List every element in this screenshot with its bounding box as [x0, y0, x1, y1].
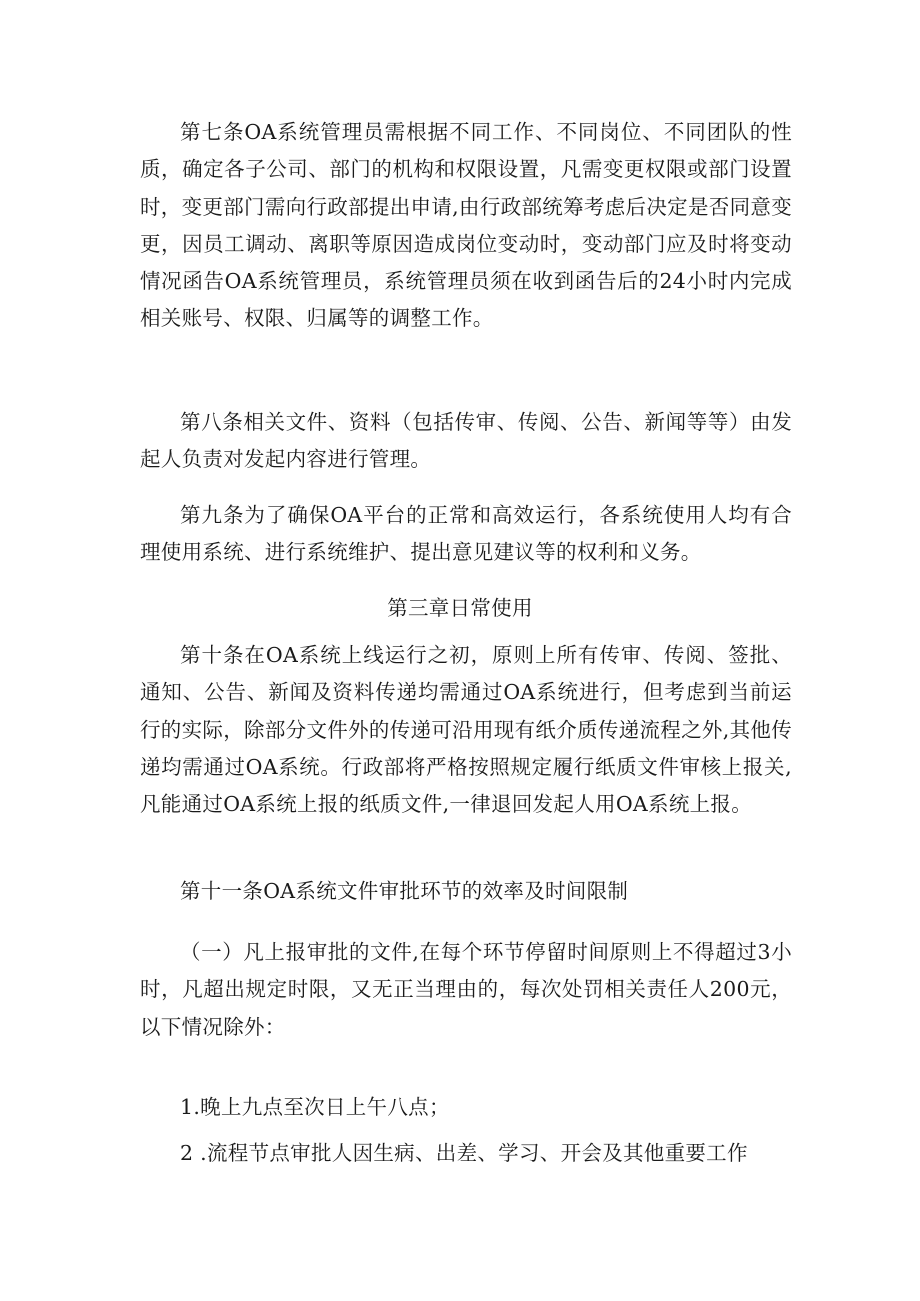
article-9-paragraph: 第九条为了确保OA平台的正常和高效运行，各系统使用人均有合理使用系统、进行系统维护、提出意见建议等的权利和义务。 [140, 503, 792, 565]
clause-1-paragraph: （一）凡上报审批的文件,在每个环节停留时间原则上不得超过3小时，凡超出规定时限，又无正当理由的，每次处罚相关责任人200元，以下情况除外： [140, 940, 792, 1039]
list-item-1: 1.晚上九点至次日上午八点； [180, 1095, 450, 1119]
article-7-paragraph: 第七条OA系统管理员需根据不同工作、不同岗位、不同团队的性质，确定各子公司、部门的机构和权限设置，凡需变更权限或部门设置时，变更部门需向行政部提出申请,由行政部统筹考虑后决定是否同意变更，因员工调动、离职等原因造成岗位变动时，变动部门应及时将变动情况函告OA系统管理员，系统管理员须在收到函告后的24小时内完成相关账号、权限、归属等的调整工作。 [140, 120, 792, 331]
article-8-paragraph: 第八条相关文件、资料（包括传审、传阅、公告、新闻等等）由发起人负责对发起内容进行管理。 [140, 410, 792, 472]
article-10-paragraph: 第十条在OA系统上线运行之初，原则上所有传审、传阅、签批、通知、公告、新闻及资料传递均需通过OA系统进行，但考虑到当前运行的实际，除部分文件外的传递可沿用现有纸介质传递流程之外,其他传递均需通过OA系统。行政部将严格按照规定履行纸质文件审核上报关,凡能通过OA系统上报的纸质文件,一律退回发起人用OA系统上报。 [140, 643, 792, 817]
list-item-2: 2 .流程节点审批人因生病、出差、学习、开会及其他重要工作 [180, 1141, 748, 1165]
chapter-3-heading: 第三章日常使用 [387, 596, 533, 620]
article-11-heading: 第十一条OA系统文件审批环节的效率及时间限制 [180, 879, 629, 903]
